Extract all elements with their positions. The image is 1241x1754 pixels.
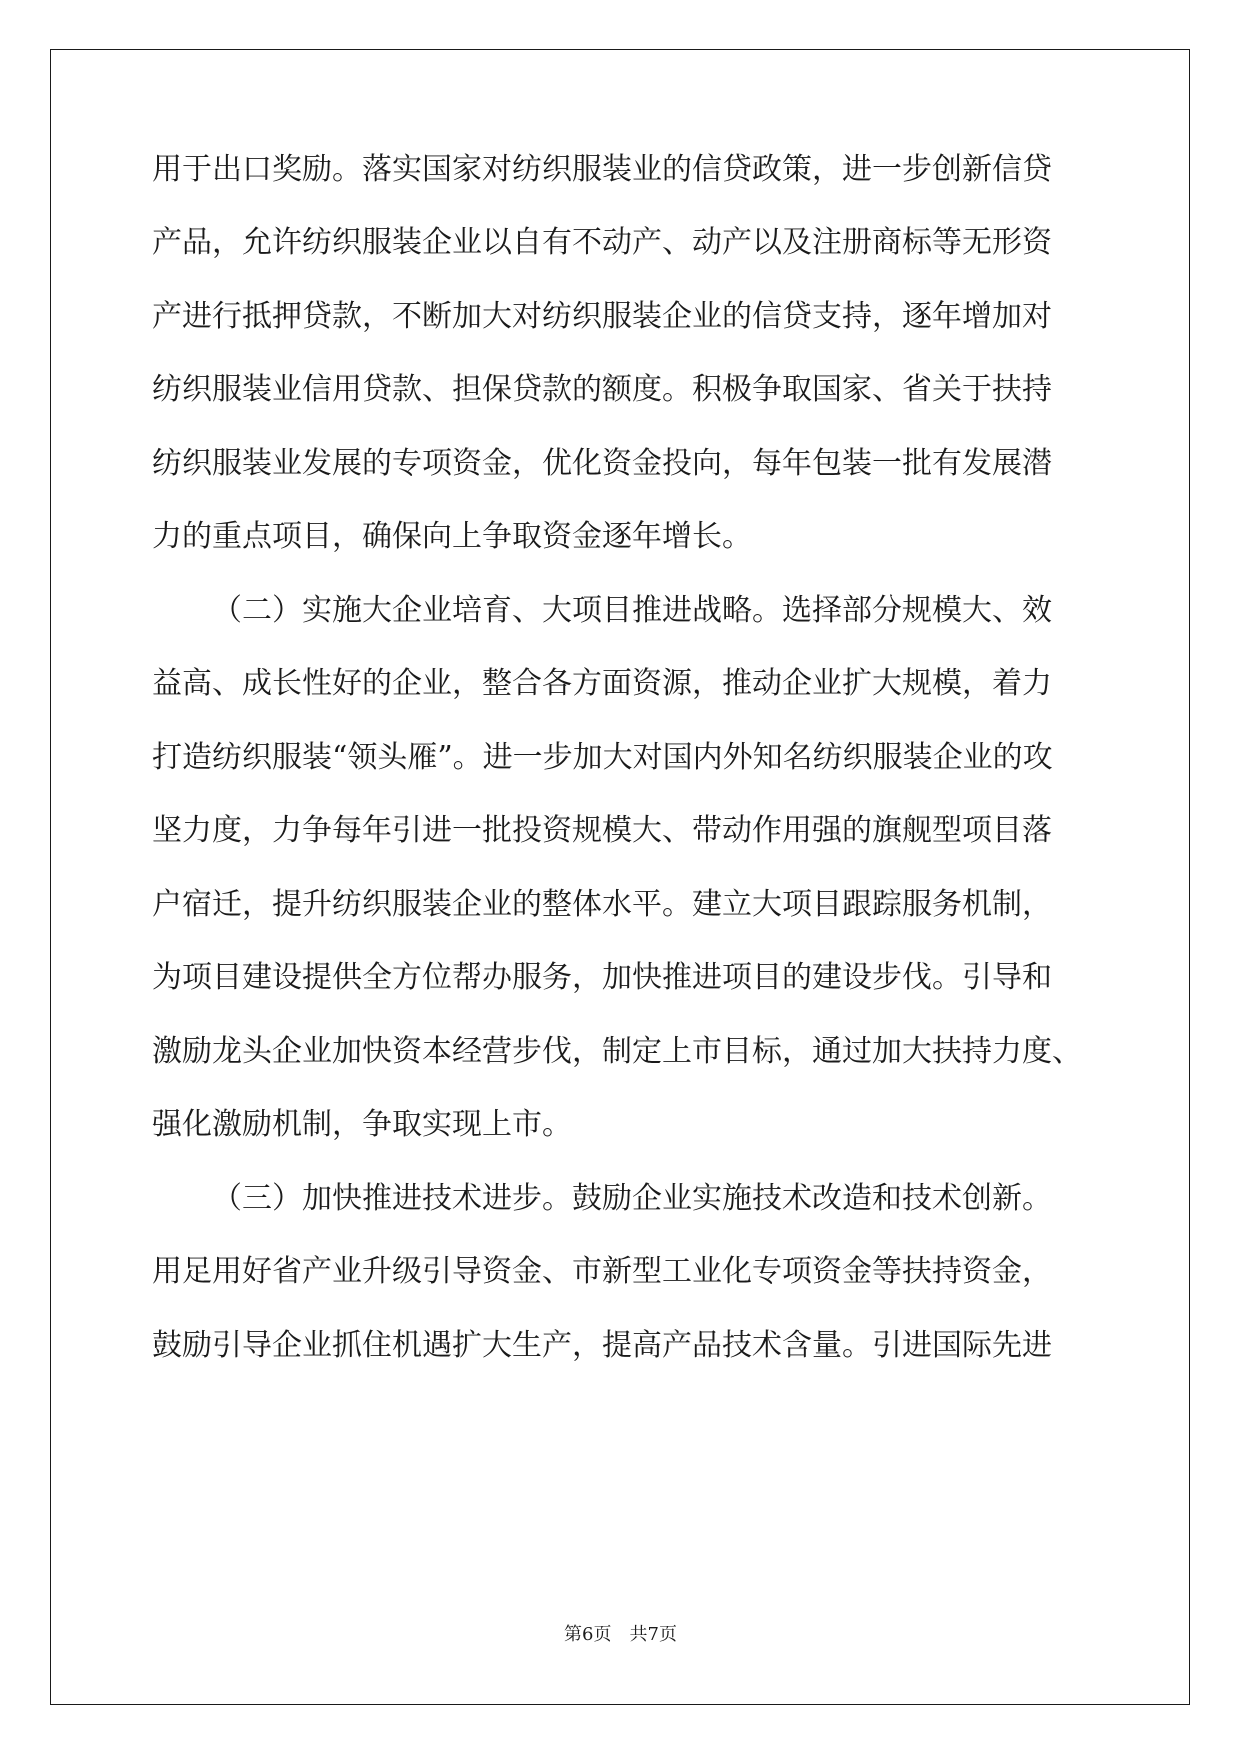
section-heading-line: （二）实施大企业培育、大项目推进战略。选择部分规模大、效 <box>212 593 1052 628</box>
paragraph-line: 用于出口奖励。落实国家对纺织服装业的信贷政策，进一步创新信贷 <box>152 152 1052 187</box>
paragraph-line: 力的重点项目，确保向上争取资金逐年增长。 <box>152 519 752 554</box>
paragraph-line: 激励龙头企业加快资本经营步伐，制定上市目标，通过加大扶持力度、 <box>152 1034 1082 1069</box>
paragraph-line: 纺织服装业发展的专项资金，优化资金投向，每年包装一批有发展潜 <box>152 446 1052 481</box>
paragraph-line: 强化激励机制，争取实现上市。 <box>152 1107 572 1142</box>
page-footer <box>0 1620 1241 1646</box>
paragraph-line: 鼓励引导企业抓住机遇扩大生产，提高产品技术含量。引进国际先进 <box>152 1328 1052 1363</box>
paragraph-line: 纺织服装业信用贷款、担保贷款的额度。积极争取国家、省关于扶持 <box>152 372 1052 407</box>
paragraph-line: 产进行抵押贷款，不断加大对纺织服装企业的信贷支持，逐年增加对 <box>152 299 1052 334</box>
total-pages: 共7页 <box>629 1624 677 1645</box>
paragraph-line: 为项目建设提供全方位帮办服务，加快推进项目的建设步伐。引导和 <box>152 960 1052 995</box>
page-border <box>50 49 1190 1705</box>
section-heading-line: （三）加快推进技术进步。鼓励企业实施技术改造和技术创新。 <box>212 1181 1052 1216</box>
paragraph-line: 产品，允许纺织服装企业以自有不动产、动产以及注册商标等无形资 <box>152 225 1052 260</box>
paragraph-line: 益高、成长性好的企业，整合各方面资源，推动企业扩大规模，着力 <box>152 666 1052 701</box>
paragraph-line: 用足用好省产业升级引导资金、市新型工业化专项资金等扶持资金， <box>152 1254 1052 1289</box>
paragraph-line: 户宿迁，提升纺织服装企业的整体水平。建立大项目跟踪服务机制， <box>152 887 1052 922</box>
paragraph-line: 打造纺织服装“领头雁”。进一步加大对国内外知名纺织服装企业的攻 <box>152 740 1053 775</box>
paragraph-line: 坚力度，力争每年引进一批投资规模大、带动作用强的旗舰型项目落 <box>152 813 1052 848</box>
current-page-number: 第6页 <box>564 1624 612 1645</box>
